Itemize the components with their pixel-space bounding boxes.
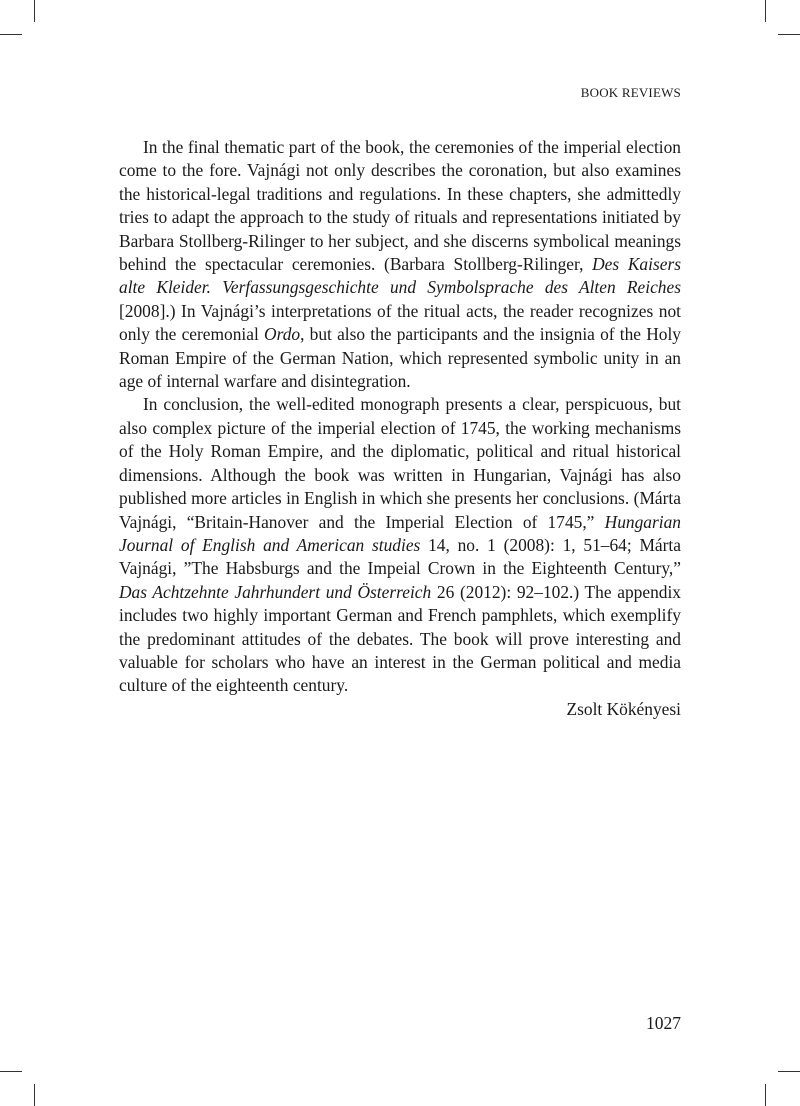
crop-mark-bottom-right-h xyxy=(778,1071,800,1072)
crop-mark-top-right-h xyxy=(778,34,800,35)
running-head: BOOK REVIEWS xyxy=(580,85,681,100)
text-segment: 14, no. 1 (2008): 1, 51–64; Márta Vajnági, ”The Habsburgs and the Impeial Crown in the Eighteenth Century,” xyxy=(119,534,681,579)
crop-mark-top-right-v xyxy=(765,0,766,22)
text-segment: 26 (2012): 92–102.) The appendix includes two highly important German and French pamphlets, which exemplify the predominant attitudes of the debates. The book will prove interesting and valuable for scholars who have an interest in the German political and media culture of the eighteenth century. xyxy=(119,581,681,696)
text-segment: , but also the participants and the insignia of the Holy Roman Empire of the German Nation, which represented symbolic unity in an age of internal warfare and disintegration. xyxy=(119,324,681,392)
reviewer-signature: Zsolt Kökényesi xyxy=(566,698,681,719)
text-segment: In the final thematic part of the book, the ceremonies of the imperial election come to the fore. Vajnági not only describes the coronation, but also examines the historical-legal traditions and regulations. In these chapters, she admittedly tries to adapt the approach to the study of rituals and representations initiated by Barbara Stollberg-Rilinger to her subject, and she discerns symbolical meanings behind the spectacular ceremonies. (Barbara Stollberg-Rilinger, xyxy=(119,137,681,275)
paragraph-1 xyxy=(119,136,681,393)
crop-mark-top-left-h xyxy=(0,34,22,35)
journal-title-italic: Das Achtzehnte Jahrhundert und Österreich xyxy=(119,581,432,602)
journal-title-italic: Hungarian Journal of English and American studies xyxy=(119,511,681,555)
crop-mark-bottom-right-v xyxy=(765,1084,766,1106)
paragraph-2 xyxy=(119,393,681,697)
article-body xyxy=(119,136,681,721)
page-number: 1027 xyxy=(646,1013,681,1033)
crop-mark-bottom-left-v xyxy=(34,1084,35,1106)
text-segment: In conclusion, the well-edited monograph presents a clear, perspicuous, but also complex picture of the imperial election of 1745, the working mechanisms of the Holy Roman Empire, and the diplomatic, political and ritual historical dimensions. Although the book was written in Hungarian, Vajnági has also published more articles in English in which she presents her conclusions. (Márta Vajnági, “Britain-Hanover and the Imperial Election of 1745,” xyxy=(119,394,681,532)
text-segment: [2008].) In Vajnági’s interpretations of the ritual acts, the reader recognizes not only the ceremonial xyxy=(119,300,681,345)
ordo-italic: Ordo xyxy=(264,324,301,345)
crop-mark-bottom-left-h xyxy=(0,1071,22,1072)
book-title-italic: Des Kaisers alte Kleider. Verfassungsgeschichte und Symbolsprache des Alten Reiches xyxy=(119,254,681,298)
crop-mark-top-left-v xyxy=(34,0,35,22)
